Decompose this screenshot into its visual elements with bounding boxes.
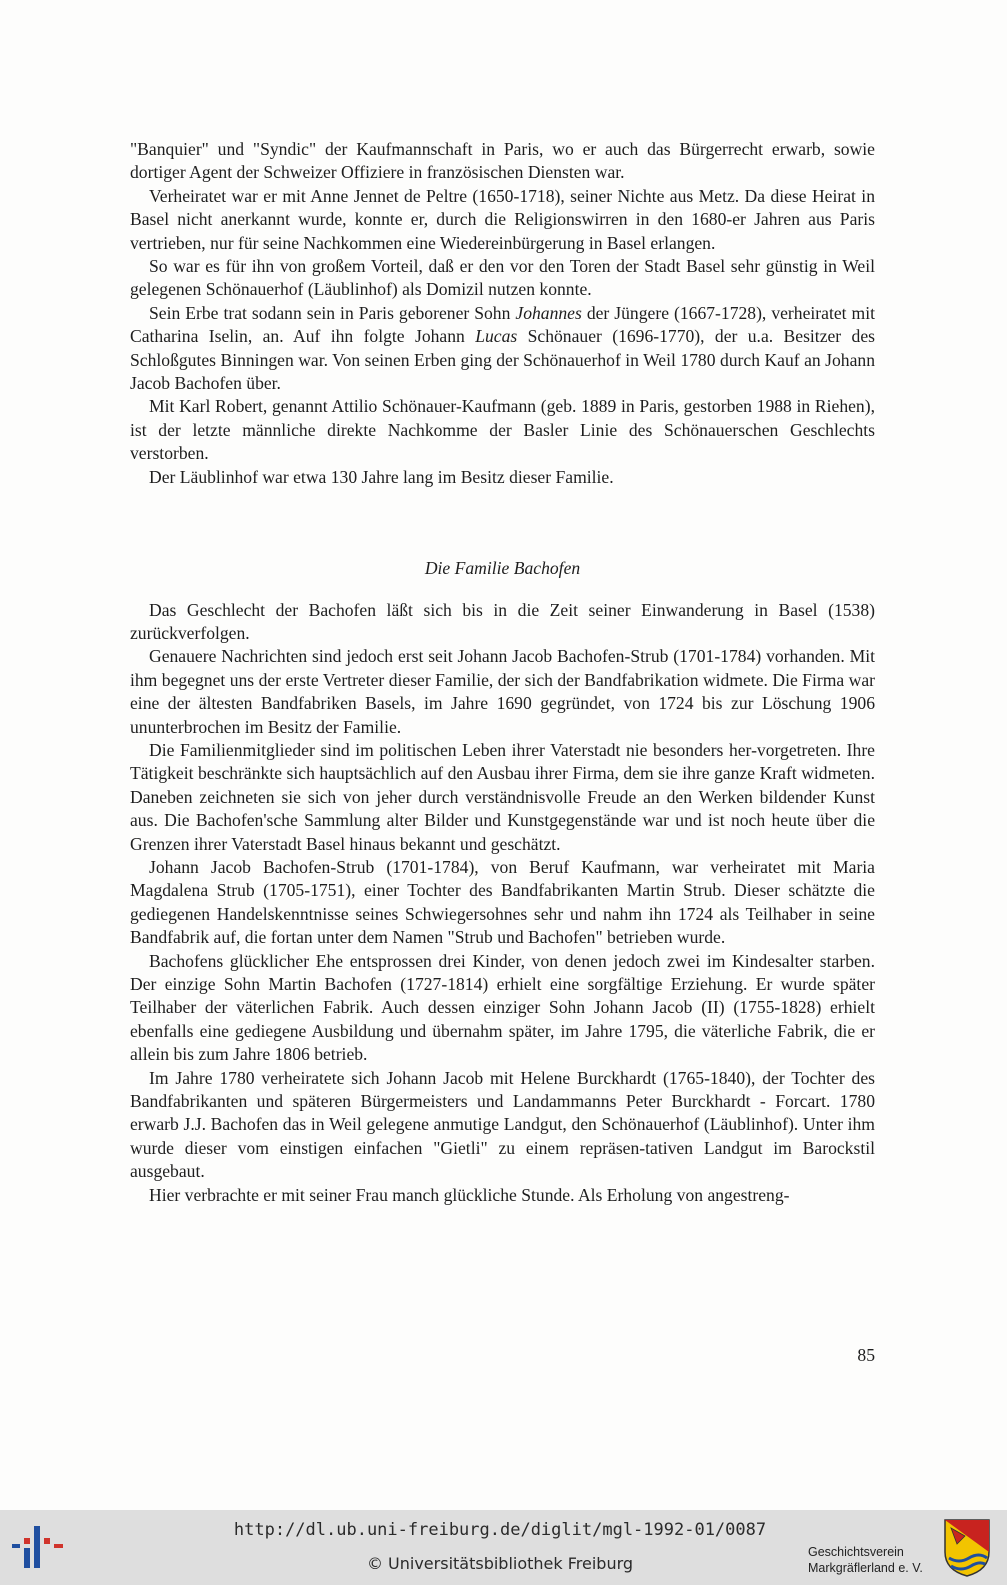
footer-url-link[interactable]: http://dl.ub.uni-freiburg.de/diglit/mgl-1992-01/0087 — [233, 1520, 767, 1540]
paragraph: Der Läublinhof war etwa 130 Jahre lang im Besitz dieser Familie. — [149, 466, 614, 487]
paragraph: Die Familienmitglieder sind im politischen Leben ihrer Vaterstadt nie besonders her-vorgetreten. Ihre Tätigkeit beschränkte sich hauptsächlich auf den Ausbau ihrer Firma, dem sie ihre ganze Kraft widmeten. Daneben zeichneten sie sich von jeher durch verständnisvolle Freude an den Werken bildender Kunst aus. Die Bachofen'sche Sammlung alter Bilder und Kunstgegenstände war und ist noch heute über die Grenzen ihrer Vaterstadt Basel hinaus bekannt und geschätzt. — [130, 739, 875, 854]
paragraph-text: der Jüngere (1667-1728), verheiratet mit Catharina Iselin, an. Auf ihn folgte Johann — [130, 302, 875, 347]
society-name-line: Markgräflerland e. V. — [808, 1561, 923, 1575]
paragraph: Genauere Nachrichten sind jedoch erst seit Johann Jacob Bachofen-Strub (1701-1784) vorhanden. Mit ihm begegnet uns der erste Vertreter dieser Familie, der sich der Bandfabrikation widmete. Die Firma war eine der ältesten Bandfabriken Basels, im Jahre 1690 gegründet, von 1724 bis zur Löschung 1906 ununterbrochen im Besitz der Familie. — [130, 646, 875, 737]
paragraph-text: Schönauer (1696-1770), der u.a. Besitzer des Schloßgutes Binningen war. Von seinen Erben ging der Schönauerhof in Weil 1780 durch Kauf an Johann Jacob Bachofen über. — [130, 326, 875, 394]
society-name — [808, 1544, 938, 1576]
ub-freiburg-logo-icon — [10, 1524, 66, 1570]
paragraph: Verheiratet war er mit Anne Jennet de Peltre (1650-1718), seiner Nichte aus Metz. Da diese Heirat in Basel nicht anerkannt wurde, konnte er, durch die Religionswirren in den 1680-er Jahren aus Paris vertrieben, nur für seine Nachkommen eine Wiedereinbürgerung in Basel erlangen. — [130, 185, 875, 253]
society-name-line: Geschichtsverein — [808, 1545, 904, 1559]
paragraph — [130, 302, 875, 396]
paragraph: Das Geschlecht der Bachofen läßt sich bis in die Zeit seiner Einwanderung in Basel (1538) zurückverfolgen. — [130, 599, 875, 643]
page-number: 85 — [857, 1345, 875, 1365]
paragraph: So war es für ihn von großem Vorteil, daß er den vor den Toren der Stadt Basel sehr günstig in Weil gelegenen Schönauerhof (Läublinhof) als Domizil nutzen konnte. — [130, 256, 875, 300]
paragraph: Im Jahre 1780 verheiratete sich Johann Jacob mit Helene Burckhardt (1765-1840), der Tochter des Bandfabrikanten und späteren Bürgermeisters und Landammanns Peter Burckhardt - Forcart. 1780 erwarb J.J. Bachofen das in Weil gelegene anmutige Landgut, den Schönauerhof (Läublinhof). Unter ihm wurde dieser vom einstigen einfachen "Gietli" zu einem repräsen-tativen Landgut im Barockstil ausgebaut. — [130, 1067, 875, 1182]
footer-bar — [0, 1510, 1007, 1585]
paragraph: Bachofens glücklicher Ehe entsprossen drei Kinder, von denen jedoch zwei im Kindesalter starben. Der einzige Sohn Martin Bachofen (1727-1814) erhielt eine sorgfältige Erziehung. Er wurde später Teilhaber der väterlichen Fabrik. Auch dessen einziger Sohn Johann Jacob (II) (1755-1828) erhielt ebenfalls eine gediegene Ausbildung und übernahm später, im Jahre 1795, die väterliche Fabrik, die er allein bis zum Jahre 1806 betrieb. — [130, 950, 875, 1065]
paragraph: Mit Karl Robert, genannt Attilio Schönauer-Kaufmann (geb. 1889 in Paris, gestorben 1988 in Riehen), ist der letzte männliche direkte Nachkomme der Basler Linie des Schönauerschen Geschlechts verstorben. — [130, 396, 875, 464]
coat-of-arms-icon — [943, 1518, 991, 1578]
section-heading: Die Familie Bachofen — [424, 558, 581, 579]
paragraph-text: Sein Erbe trat sodann sein in Paris geborener Sohn — [149, 302, 516, 323]
paragraph: Hier verbrachte er mit seiner Frau manch glückliche Stunde. Als Erholung von angestreng- — [149, 1184, 790, 1205]
paragraph: "Banquier" und "Syndic" der Kaufmannschaft in Paris, wo er auch das Bürgerrecht erwarb, sowie dortiger Agent der Schweizer Offiziere in französischen Diensten war. — [130, 139, 875, 183]
italic-name: Johannes — [515, 302, 582, 323]
paragraph: Johann Jacob Bachofen-Strub (1701-1784), von Beruf Kaufmann, war verheiratet mit Maria Magdalena Strub (1705-1751), einer Tochter des Bandfabrikanten Martin Strub. Dieser schätzte die gediegenen Handelskenntnisse seines Schwiegersohnes sehr und nahm ihn 1724 als Teilhaber in seine Bandfabrik auf, die fortan unter dem Namen "Strub und Bachofen" betrieben wurde. — [130, 856, 875, 948]
italic-name: Lucas — [475, 326, 518, 347]
body-text — [130, 138, 875, 1207]
footer-copyright: © Universitätsbibliothek Freiburg — [366, 1554, 634, 1573]
